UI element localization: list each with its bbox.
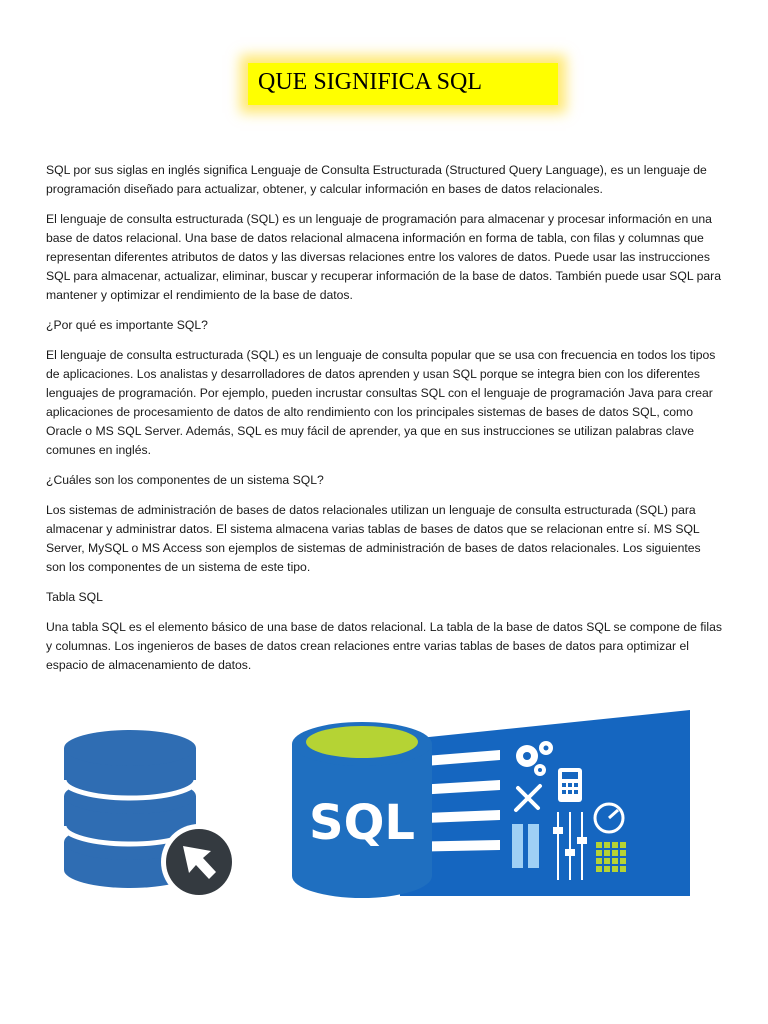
page-title: QUE SIGNIFICA SQL xyxy=(258,69,483,95)
document-body xyxy=(46,161,722,686)
paragraph-sql-table: Una tabla SQL es el elemento básico de una base de datos relacional. La tabla de la base de datos SQL se compone de filas y columnas. Los ingenieros de bases de datos crean relaciones entre varias tablas de bases de datos para optimizar el espacio de almacenamiento de datos. xyxy=(46,620,722,672)
paragraph-components: Los sistemas de administración de bases de datos relacionales utilizan un lenguaje de consulta estructurada (SQL) para almacenar y administrar datos. El sistema almacena varias tablas de bases de datos que se relacionan entre sí. MS SQL Server, MySQL o MS Access son ejemplos de sistemas de administración de bases de datos relacionales. Los siguientes son los componentes de un sistema de este tipo. xyxy=(46,503,701,574)
heading-components: ¿Cuáles son los componentes de un sistema SQL? xyxy=(46,473,324,487)
sql-server-icon xyxy=(292,710,690,898)
illustration xyxy=(0,700,768,920)
database-cursor-icon xyxy=(64,730,237,900)
slider-icon xyxy=(554,812,586,880)
calculator-icon xyxy=(558,768,582,802)
title-highlight xyxy=(248,63,558,105)
paragraph-definition: El lenguaje de consulta estructurada (SQL) es un lenguaje de programación para almacenar y procesar información en una base de datos relacional. Una base de datos relacional almacena información en forma de tabla, con filas y columnas que representan diferentes atributos de datos y las diversas relaciones entre los valores de datos. Puede usar las instrucciones SQL para almacenar, actualizar, eliminar, buscar y recuperar información de la base de datos. También puede usar SQL para mantener y optimizar el rendimiento de la base de datos. xyxy=(46,212,721,302)
heading-importance: ¿Por qué es importante SQL? xyxy=(46,318,208,332)
paragraph-importance: El lenguaje de consulta estructurada (SQL) es un lenguaje de consulta popular que se usa con frecuencia en todos los tipos de aplicaciones. Los analistas y desarrolladores de datos aprenden y usan SQL porque se integra bien con los diferentes lenguajes de programación. Por ejemplo, pueden incrustar consultas SQL con el lenguaje de programación Java para crear aplicaciones de procesamiento de datos de alto rendimiento con los principales sistemas de bases de datos SQL, como Oracle o MS SQL Server. Además, SQL es muy fácil de aprender, ya que en sus instrucciones se utilizan palabras clave comunes en inglés. xyxy=(46,348,716,457)
paragraph-intro: SQL por sus siglas en inglés significa Lenguaje de Consulta Estructurada (Structured Query Language), es un lenguaje de programación diseñado para actualizar, obtener, y calcular información en bases de datos relacionales. xyxy=(46,163,707,196)
sql-label: SQL xyxy=(309,795,415,851)
heading-sql-table: Tabla SQL xyxy=(46,590,103,604)
